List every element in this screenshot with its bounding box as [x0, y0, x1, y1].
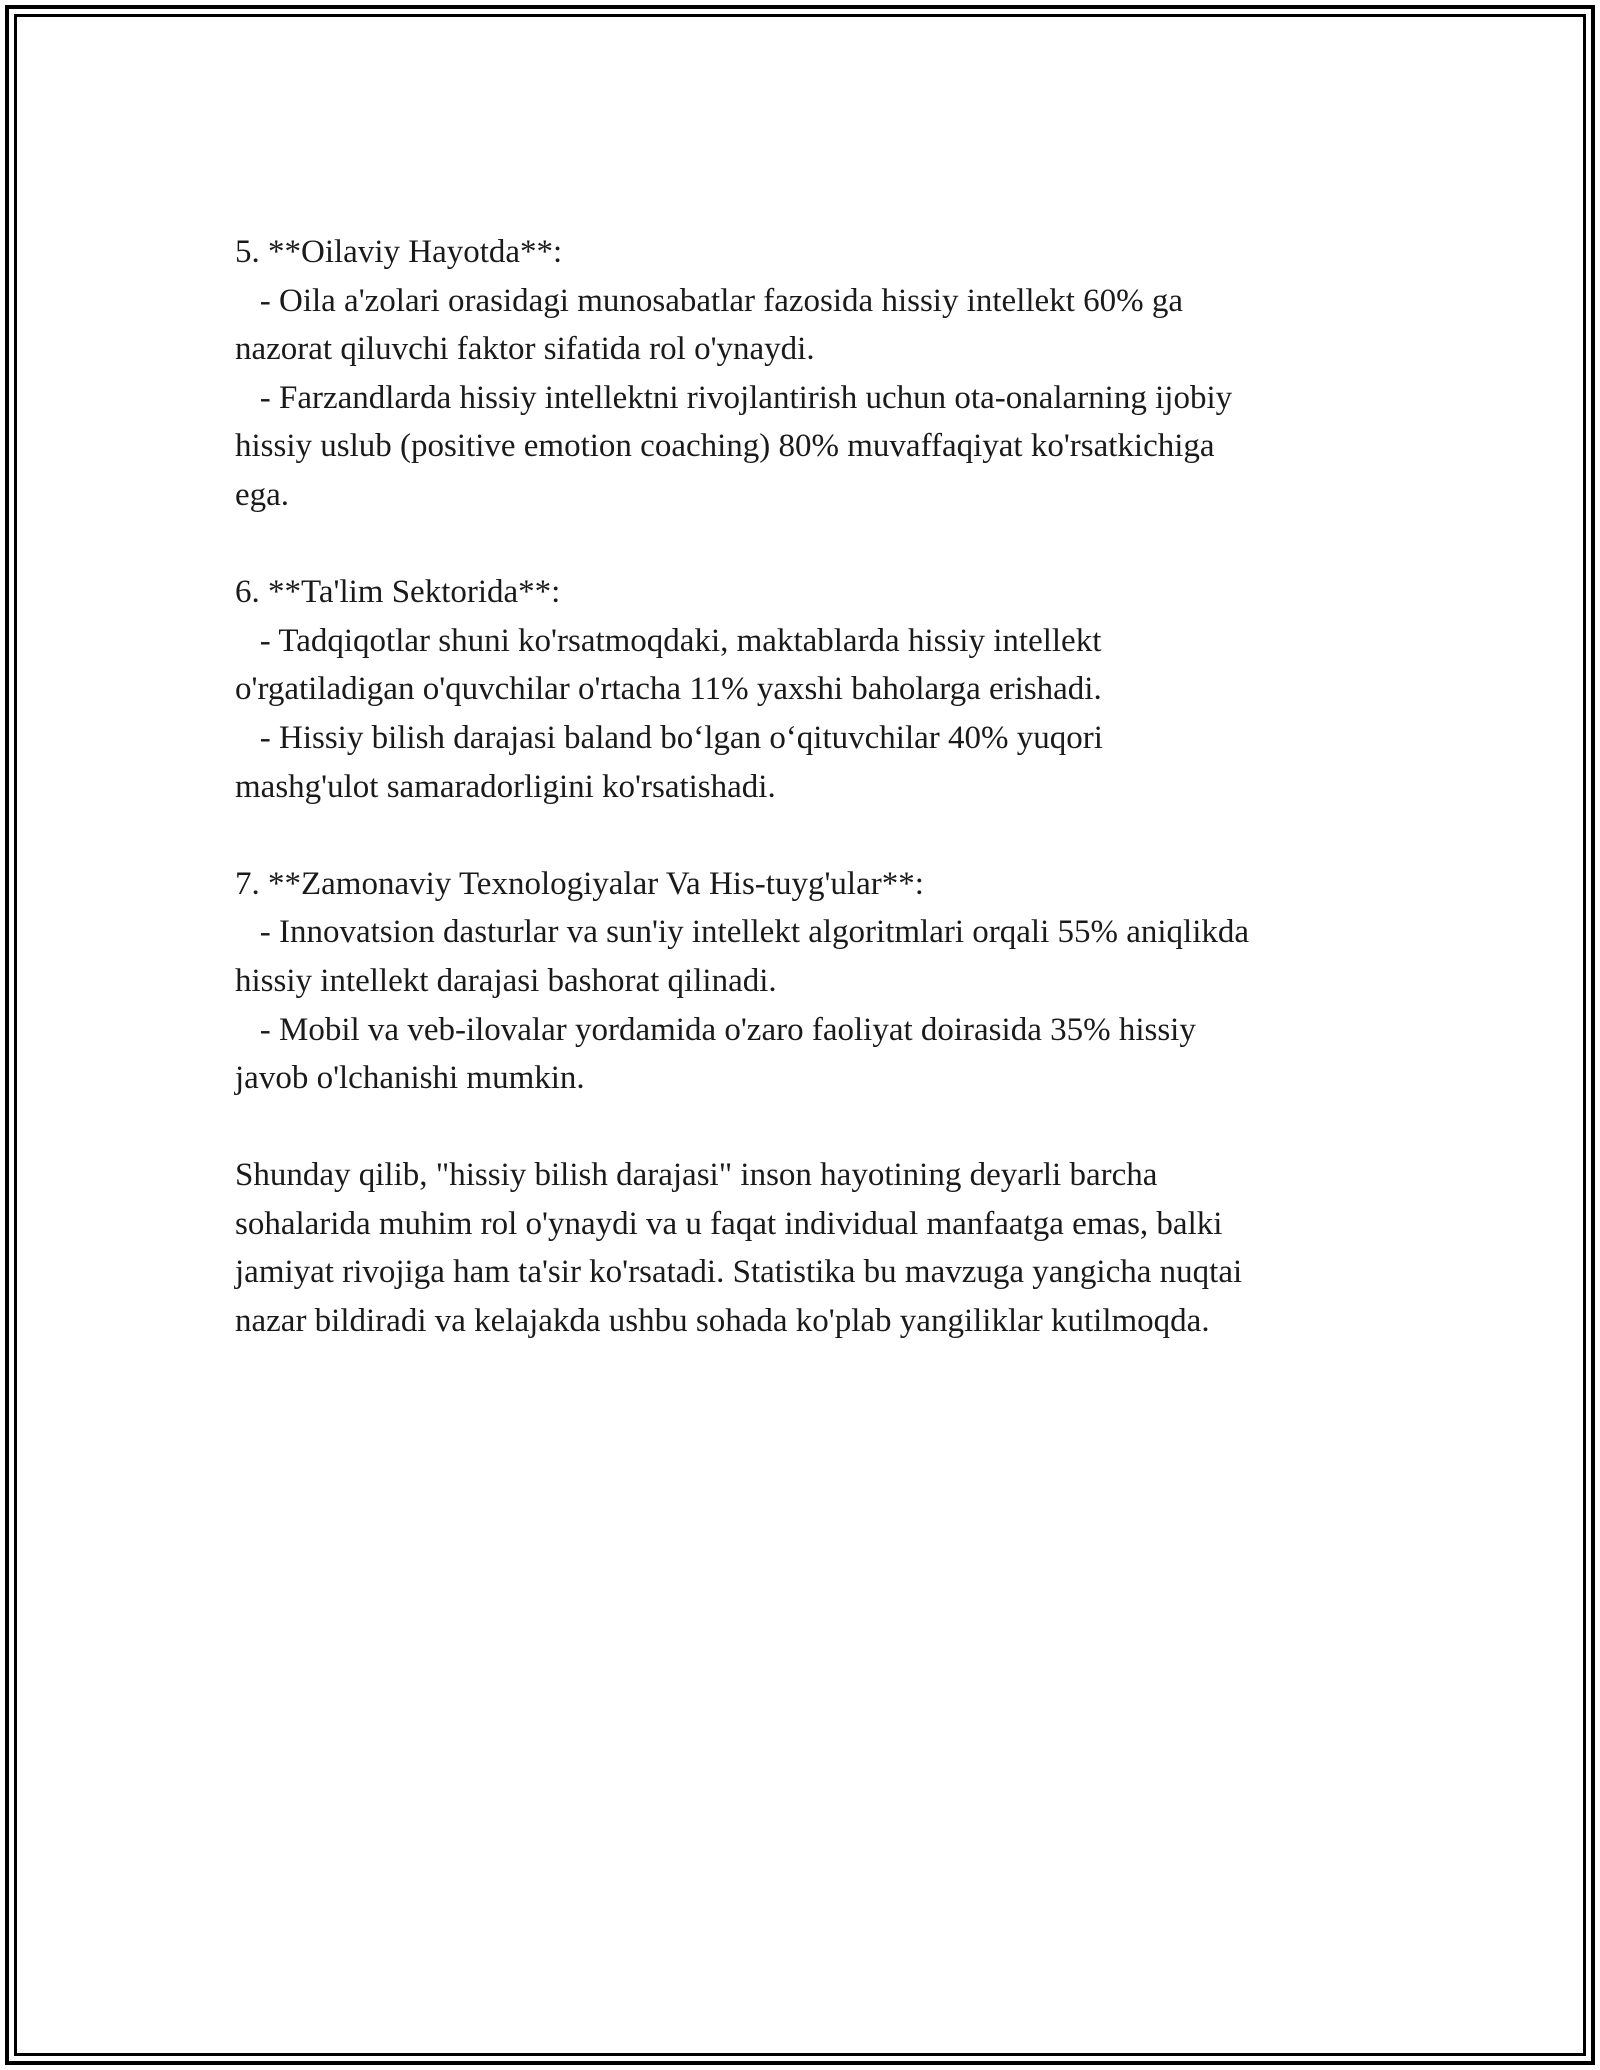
paragraph-line: - Innovatsion dasturlar va sun'iy intellekt algoritmlari orqali 55% aniqlikda: [235, 914, 1250, 951]
paragraph-line: hissiy intellekt darajasi bashorat qilinadi.: [235, 962, 777, 999]
paragraph-line: o'rgatiladigan o'quvchilar o'rtacha 11% yaxshi baholarga erishadi.: [235, 671, 1102, 708]
paragraph-line: - Farzandlarda hissiy intellektni rivojlantirish uchun ota-onalarning ijobiy: [235, 379, 1233, 416]
paragraph-line: Shunday qilib, "hissiy bilish darajasi" inson hayotining deyarli barcha: [235, 1157, 1158, 1194]
paragraph-line: - Hissiy bilish darajasi baland bo‘lgan o‘qituvchilar 40% yuqori: [235, 719, 1103, 756]
document-body: [235, 228, 1385, 1394]
section-heading: 6. **Ta'lim Sektorida**:: [235, 574, 561, 611]
section-heading: 5. **Oilaviy Hayotda**:: [235, 234, 563, 270]
section-family-life: [235, 228, 1385, 520]
paragraph-line: hissiy uslub (positive emotion coaching) 80% muvaffaqiyat ko'rsatkichiga: [235, 428, 1215, 465]
paragraph-line: nazorat qiluvchi faktor sifatida rol o'ynaydi.: [235, 331, 815, 368]
paragraph-line: sohalarida muhim rol o'ynaydi va u faqat individual manfaatga emas, balki: [235, 1205, 1223, 1242]
paragraph-line: - Mobil va veb-ilovalar yordamida o'zaro faoliyat doirasida 35% hissiy: [235, 1011, 1196, 1048]
paragraph-line: - Oila a'zolari orasidagi munosabatlar fazosida hissiy intellekt 60% ga: [235, 282, 1183, 319]
paragraph-line: nazar bildiradi va kelajakda ushbu sohada ko'plab yangiliklar kutilmoqda.: [235, 1303, 1210, 1340]
section-heading: 7. **Zamonaviy Texnologiyalar Va His-tuyg'ular**:: [235, 865, 924, 902]
paragraph-line: ega.: [235, 476, 290, 513]
section-education: [235, 568, 1385, 811]
paragraph-line: - Tadqiqotlar shuni ko'rsatmoqdaki, maktablarda hissiy intellekt: [235, 622, 1102, 659]
section-technology: [235, 860, 1385, 1103]
conclusion-paragraph: [235, 1151, 1385, 1345]
paragraph-line: mashg'ulot samaradorligini ko'rsatishadi.: [235, 768, 776, 805]
paragraph-line: jamiyat rivojiga ham ta'sir ko'rsatadi. Statistika bu mavzuga yangicha nuqtai: [235, 1254, 1243, 1291]
paragraph-line: javob o'lchanishi mumkin.: [235, 1060, 585, 1097]
